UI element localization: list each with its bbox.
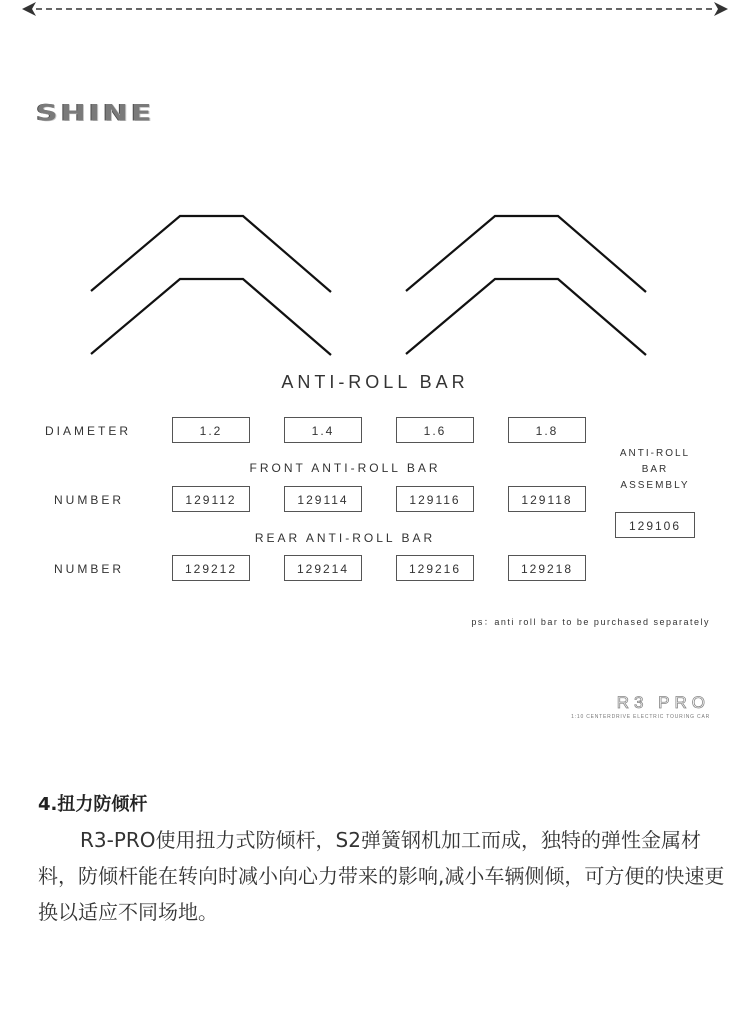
assembly-label-line: ANTI-ROLL xyxy=(619,448,691,459)
shine-logo xyxy=(36,100,196,134)
front-right-bar-shape xyxy=(406,216,646,292)
purchase-note: ps：anti roll bar to be purchased separately xyxy=(471,617,710,627)
assembly-label-line: BAR xyxy=(641,464,669,475)
front-left-bar-shape xyxy=(91,216,331,292)
anti-roll-bar-illustration xyxy=(0,200,750,370)
brand-name: R3 PRO xyxy=(616,693,710,712)
section-body xyxy=(38,822,738,930)
logo-text: SHINE xyxy=(36,100,155,127)
diameter-cell: 1.4 xyxy=(284,417,362,443)
front-number-cell: 129116 xyxy=(396,486,474,512)
section-heading: 4.扭力防倾杆 xyxy=(38,794,148,815)
front-number-label: NUMBER xyxy=(54,493,125,507)
rear-left-bar-shape xyxy=(91,279,331,355)
rear-number-label: NUMBER xyxy=(54,562,125,576)
diameter-cell: 1.2 xyxy=(172,417,250,443)
assembly-label xyxy=(600,446,710,494)
left-arrow-icon xyxy=(22,2,36,16)
assembly-number-cell: 129106 xyxy=(615,512,695,538)
diameter-cell: 1.8 xyxy=(508,417,586,443)
rear-section-label: REAR ANTI-ROLL BAR xyxy=(254,531,436,545)
r3-pro-brand xyxy=(571,693,710,720)
top-divider xyxy=(22,2,728,16)
brand-subtitle: 1:10 CENTERDRIVE ELECTRIC TOURING CAR xyxy=(571,714,710,720)
right-arrow-icon xyxy=(714,2,728,16)
assembly-label-line: ASSEMBLY xyxy=(620,480,690,491)
rear-number-cell: 129218 xyxy=(508,555,586,581)
rear-number-cell: 129216 xyxy=(396,555,474,581)
front-number-cell: 129112 xyxy=(172,486,250,512)
diameter-label: DIAMETER xyxy=(45,424,132,438)
rear-right-bar-shape xyxy=(406,279,646,355)
front-number-cell: 129114 xyxy=(284,486,362,512)
section-body-text: R3-PRO使用扭力式防倾杆，S2弹簧钢机加工而成，独特的弹性金属材料，防倾杆能在转向时减小向心力带来的影响,减小车辆侧倾，可方便的快速更换以适应不同场地。 xyxy=(38,828,725,924)
diameter-cell: 1.6 xyxy=(396,417,474,443)
chart-title: ANTI-ROLL BAR xyxy=(281,372,469,392)
front-number-cell: 129118 xyxy=(508,486,586,512)
rear-number-cell: 129212 xyxy=(172,555,250,581)
front-section-label: FRONT ANTI-ROLL BAR xyxy=(249,461,441,475)
rear-number-cell: 129214 xyxy=(284,555,362,581)
